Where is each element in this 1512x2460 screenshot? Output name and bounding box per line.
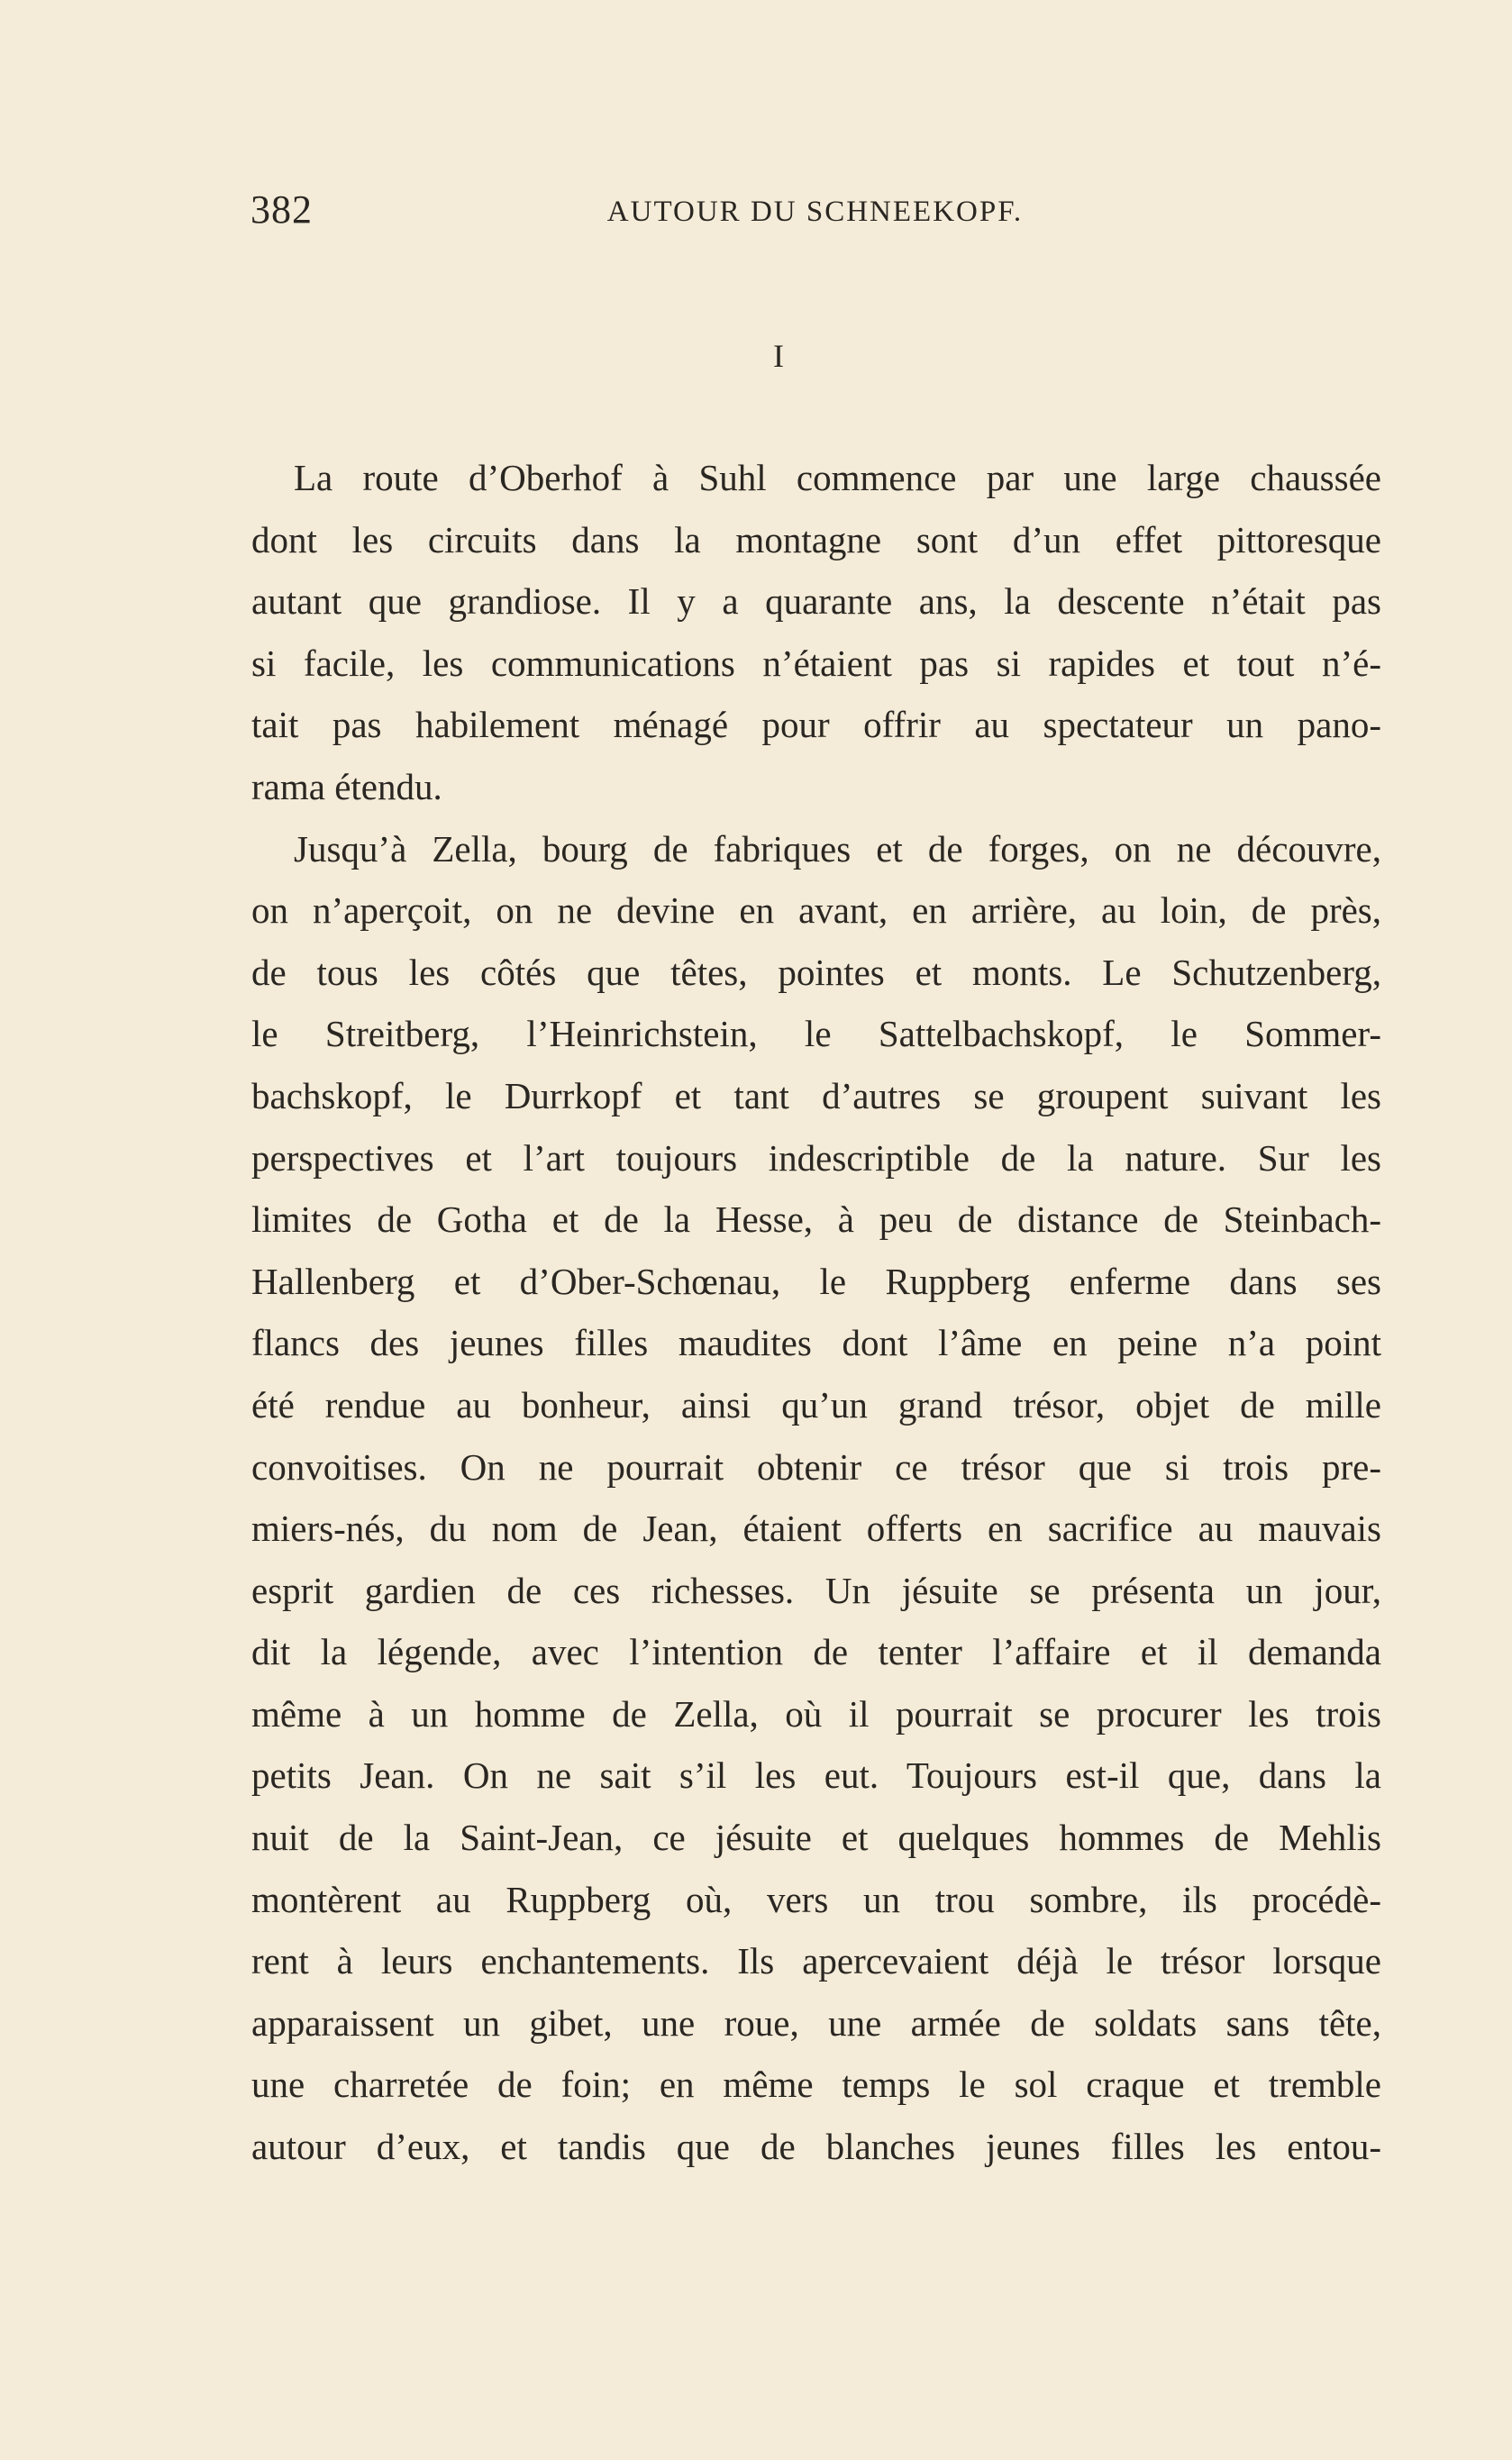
text-line: bachskopf, le Durrkopf et tant d’autres se groupent suivant les: [251, 1074, 1381, 1116]
text-line: montèrent au Ruppberg où, vers un trou sombre, ils procédè-: [251, 1878, 1381, 1920]
text-line: Hallenberg et d’Ober-Schœnau, le Ruppberg enferme dans ses: [251, 1260, 1381, 1302]
text-line: rama étendu.: [251, 765, 442, 807]
text-line: perspectives et l’art toujours indescriptible de la nature. Sur les: [251, 1136, 1381, 1179]
text-line: Jusqu’à Zella, bourg de fabriques et de forges, on ne découvre,: [294, 827, 1381, 870]
paragraph-2: [251, 818, 1381, 2178]
paragraph-1: [251, 447, 1381, 818]
text-line: dont les circuits dans la montagne sont d’un effet pittoresque: [251, 518, 1381, 560]
text-line: autour d’eux, et tandis que de blanches jeunes filles les entou-: [251, 2126, 1381, 2168]
text-line: le Streitberg, l’Heinrichstein, le Sattelbachskopf, le Sommer-: [251, 1013, 1381, 1055]
body-text: [251, 447, 1381, 2178]
text-line: rent à leurs enchantements. Ils apercevaient déjà le trésor lorsque: [251, 1940, 1381, 1982]
page-number: 382: [250, 187, 313, 232]
text-line: été rendue au bonheur, ainsi qu’un grand trésor, objet de mille: [251, 1383, 1381, 1426]
text-line: autant que grandiose. Il y a quarante ans, la descente n’était pas: [251, 580, 1381, 623]
page-header: [250, 187, 1380, 232]
text-line: esprit gardien de ces richesses. Un jésuite se présenta un jour,: [251, 1569, 1381, 1611]
running-title: AUTOUR DU SCHNEEKOPF.: [606, 196, 1024, 228]
text-line: petits Jean. On ne sait s’il les eut. Toujours est-il que, dans la: [251, 1754, 1381, 1797]
text-line: flancs des jeunes filles maudites dont l’âme en peine n’a point: [251, 1322, 1381, 1364]
text-line: apparaissent un gibet, une roue, une armée de soldats sans tête,: [251, 2001, 1381, 2044]
text-line: si facile, les communications n’étaient pas si rapides et tout n’é-: [251, 642, 1381, 684]
text-line: de tous les côtés que têtes, pointes et monts. Le Schutzenberg,: [251, 951, 1381, 993]
text-line: nuit de la Saint-Jean, ce jésuite et quelques hommes de Mehlis: [251, 1817, 1381, 1859]
text-line: convoitises. On ne pourrait obtenir ce trésor que si trois pre-: [251, 1445, 1381, 1488]
text-line: limites de Gotha et de la Hesse, à peu de distance de Steinbach-: [251, 1198, 1381, 1241]
text-line: dit la légende, avec l’intention de tenter l’affaire et il demanda: [251, 1631, 1381, 1673]
text-line: on n’aperçoit, on ne devine en avant, en arrière, au loin, de près,: [251, 889, 1381, 932]
text-line: même à un homme de Zella, où il pourrait se procurer les trois: [251, 1692, 1381, 1735]
text-line: une charretée de foin; en même temps le sol craque et tremble: [251, 2064, 1381, 2106]
text-line: La route d’Oberhof à Suhl commence par une large chaussée: [294, 457, 1381, 498]
text-line: miers-nés, du nom de Jean, étaient offerts en sacrifice au mauvais: [251, 1508, 1381, 1550]
text-line: tait pas habilement ménagé pour offrir au spectateur un pano-: [251, 704, 1381, 746]
section-number: I: [773, 338, 784, 374]
